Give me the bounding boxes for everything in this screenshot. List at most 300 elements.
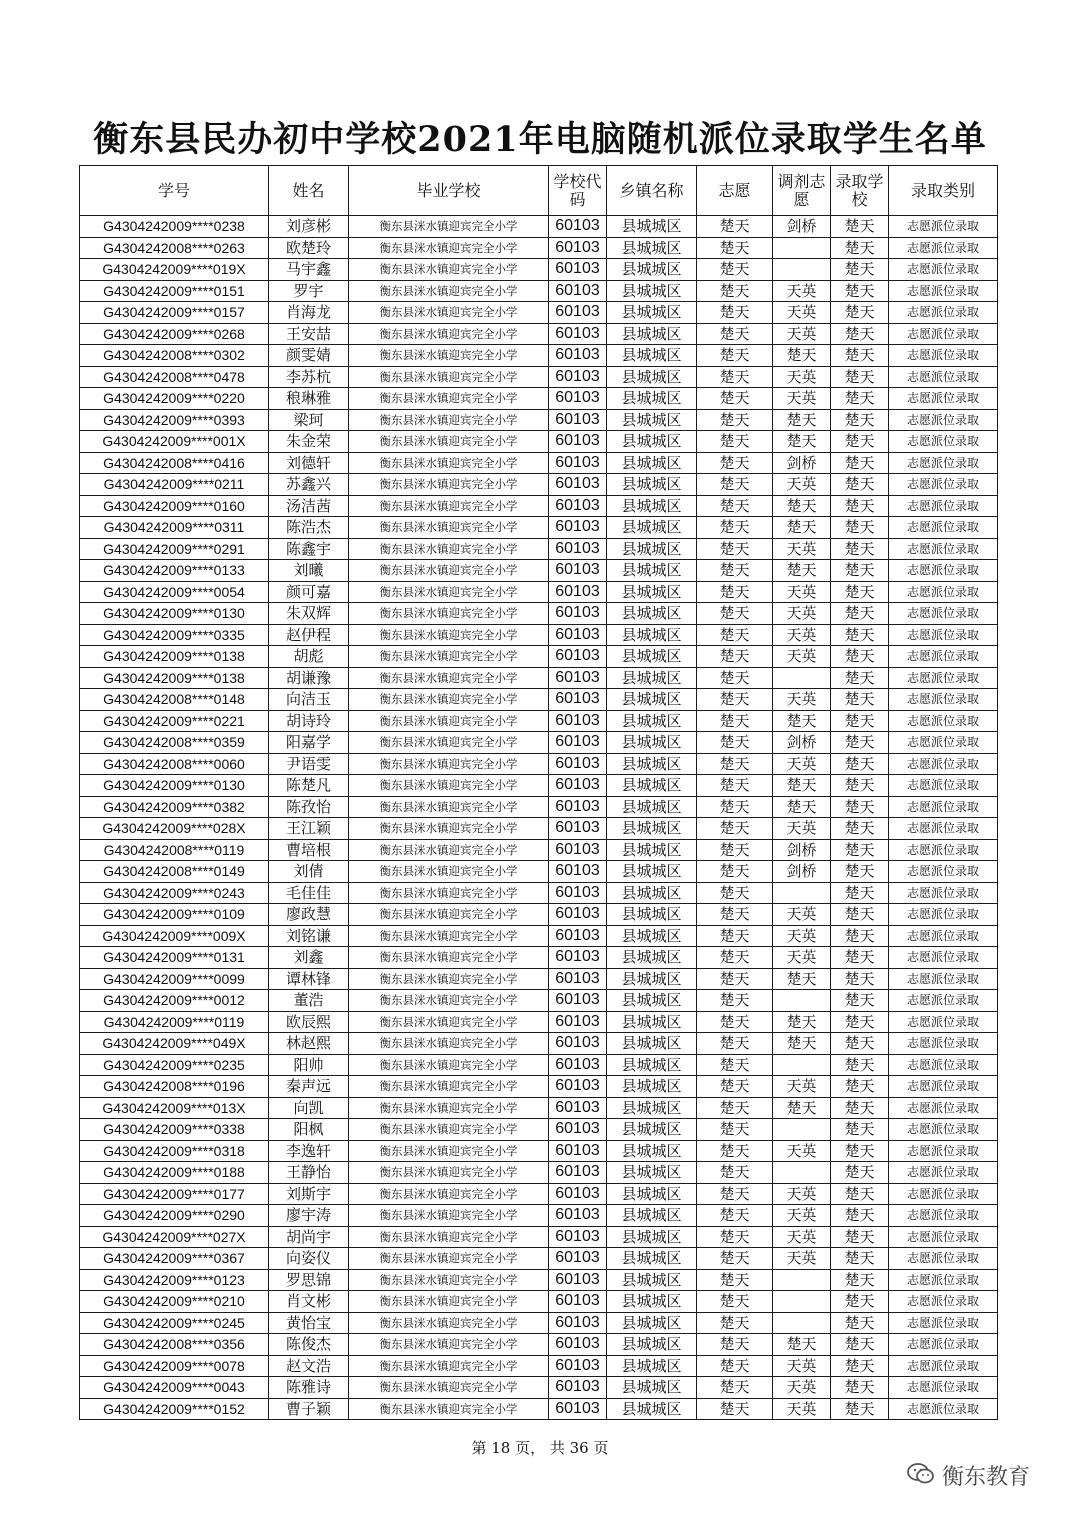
admitted-school-cell: 楚天 <box>831 517 889 539</box>
school-code-cell: 60103 <box>549 1183 607 1205</box>
admission-category-cell: 志愿派位录取 <box>889 302 998 324</box>
graduating-school-cell: 衡东县洣水镇迎宾完全小学 <box>349 409 549 431</box>
student-id-cell: G4304242009****0211 <box>80 474 269 496</box>
student-id-cell: G4304242009****0268 <box>80 323 269 345</box>
student-id-cell: G4304242009****0177 <box>80 1183 269 1205</box>
admission-category-cell: 志愿派位录取 <box>889 1183 998 1205</box>
township-cell: 县城城区 <box>607 839 697 861</box>
school-code-cell: 60103 <box>549 624 607 646</box>
graduating-school-cell: 衡东县洣水镇迎宾完全小学 <box>349 603 549 625</box>
township-cell: 县城城区 <box>607 1097 697 1119</box>
graduating-school-cell: 衡东县洣水镇迎宾完全小学 <box>349 753 549 775</box>
school-code-cell: 60103 <box>549 796 607 818</box>
graduating-school-cell: 衡东县洣水镇迎宾完全小学 <box>349 1377 549 1399</box>
adjusted-preference-cell: 天英 <box>773 1140 831 1162</box>
township-cell: 县城城区 <box>607 302 697 324</box>
township-cell: 县城城区 <box>607 990 697 1012</box>
student-name-cell: 肖文彬 <box>269 1291 349 1313</box>
preference-cell: 楚天 <box>697 302 773 324</box>
student-name-cell: 刘鑫 <box>269 947 349 969</box>
preference-cell: 楚天 <box>697 366 773 388</box>
preference-cell: 楚天 <box>697 388 773 410</box>
student-id-cell: G4304242008****0149 <box>80 861 269 883</box>
township-cell: 县城城区 <box>607 818 697 840</box>
admission-category-cell: 志愿派位录取 <box>889 1076 998 1098</box>
admitted-school-cell: 楚天 <box>831 839 889 861</box>
township-cell: 县城城区 <box>607 216 697 238</box>
admission-table <box>79 165 998 1420</box>
township-cell: 县城城区 <box>607 560 697 582</box>
header-student-id: 学号 <box>80 166 269 216</box>
preference-cell: 楚天 <box>697 753 773 775</box>
adjusted-preference-cell <box>773 1054 831 1076</box>
student-id-cell: G4304242009****009X <box>80 925 269 947</box>
table-row <box>80 1076 998 1098</box>
township-cell: 县城城区 <box>607 366 697 388</box>
admission-category-cell: 志愿派位录取 <box>889 1334 998 1356</box>
preference-cell: 楚天 <box>697 624 773 646</box>
header-school-code: 学校代码 <box>549 166 607 216</box>
student-id-cell: G4304242009****019X <box>80 259 269 281</box>
adjusted-preference-cell: 天英 <box>773 1076 831 1098</box>
graduating-school-cell: 衡东县洣水镇迎宾完全小学 <box>349 904 549 926</box>
student-name-cell: 陈浩杰 <box>269 517 349 539</box>
student-name-cell: 向凯 <box>269 1097 349 1119</box>
student-id-cell: G4304242009****028X <box>80 818 269 840</box>
admission-category-cell: 志愿派位录取 <box>889 1162 998 1184</box>
table-row <box>80 1398 998 1420</box>
student-name-cell: 谭林锋 <box>269 968 349 990</box>
admission-category-cell: 志愿派位录取 <box>889 259 998 281</box>
admitted-school-cell: 楚天 <box>831 968 889 990</box>
preference-cell: 楚天 <box>697 1291 773 1313</box>
admission-category-cell: 志愿派位录取 <box>889 667 998 689</box>
adjusted-preference-cell: 天英 <box>773 603 831 625</box>
table-row <box>80 1248 998 1270</box>
admission-category-cell: 志愿派位录取 <box>889 1226 998 1248</box>
table-row <box>80 1269 998 1291</box>
student-name-cell: 陈孜怡 <box>269 796 349 818</box>
preference-cell: 楚天 <box>697 925 773 947</box>
graduating-school-cell: 衡东县洣水镇迎宾完全小学 <box>349 1011 549 1033</box>
table-row <box>80 409 998 431</box>
admission-category-cell: 志愿派位录取 <box>889 603 998 625</box>
student-name-cell: 朱双辉 <box>269 603 349 625</box>
table-row <box>80 259 998 281</box>
preference-cell: 楚天 <box>697 1226 773 1248</box>
student-name-cell: 王安喆 <box>269 323 349 345</box>
school-code-cell: 60103 <box>549 216 607 238</box>
table-row <box>80 366 998 388</box>
township-cell: 县城城区 <box>607 1291 697 1313</box>
student-id-cell: G4304242009****0210 <box>80 1291 269 1313</box>
adjusted-preference-cell: 楚天 <box>773 1033 831 1055</box>
student-id-cell: G4304242008****0478 <box>80 366 269 388</box>
student-name-cell: 赵文浩 <box>269 1355 349 1377</box>
preference-cell: 楚天 <box>697 1248 773 1270</box>
graduating-school-cell: 衡东县洣水镇迎宾完全小学 <box>349 517 549 539</box>
township-cell: 县城城区 <box>607 409 697 431</box>
graduating-school-cell: 衡东县洣水镇迎宾完全小学 <box>349 1119 549 1141</box>
graduating-school-cell: 衡东县洣水镇迎宾完全小学 <box>349 925 549 947</box>
preference-cell: 楚天 <box>697 861 773 883</box>
adjusted-preference-cell: 楚天 <box>773 409 831 431</box>
township-cell: 县城城区 <box>607 581 697 603</box>
preference-cell: 楚天 <box>697 1312 773 1334</box>
admitted-school-cell: 楚天 <box>831 216 889 238</box>
admission-category-cell: 志愿派位录取 <box>889 345 998 367</box>
admitted-school-cell: 楚天 <box>831 302 889 324</box>
student-name-cell: 胡谦豫 <box>269 667 349 689</box>
school-code-cell: 60103 <box>549 1398 607 1420</box>
graduating-school-cell: 衡东县洣水镇迎宾完全小学 <box>349 366 549 388</box>
adjusted-preference-cell: 楚天 <box>773 495 831 517</box>
school-code-cell: 60103 <box>549 495 607 517</box>
preference-cell: 楚天 <box>697 603 773 625</box>
school-code-cell: 60103 <box>549 1248 607 1270</box>
preference-cell: 楚天 <box>697 968 773 990</box>
student-name-cell: 陈鑫宇 <box>269 538 349 560</box>
preference-cell: 楚天 <box>697 431 773 453</box>
township-cell: 县城城区 <box>607 1076 697 1098</box>
township-cell: 县城城区 <box>607 1355 697 1377</box>
admission-category-cell: 志愿派位录取 <box>889 1269 998 1291</box>
table-row <box>80 775 998 797</box>
student-name-cell: 秦声远 <box>269 1076 349 1098</box>
adjusted-preference-cell: 天英 <box>773 904 831 926</box>
student-name-cell: 王静怡 <box>269 1162 349 1184</box>
student-name-cell: 稂琳雅 <box>269 388 349 410</box>
table-row <box>80 1119 998 1141</box>
adjusted-preference-cell: 天英 <box>773 538 831 560</box>
table-header-row <box>80 166 998 216</box>
township-cell: 县城城区 <box>607 431 697 453</box>
student-name-cell: 罗思锦 <box>269 1269 349 1291</box>
table-row <box>80 1205 998 1227</box>
adjusted-preference-cell: 剑桥 <box>773 839 831 861</box>
admission-category-cell: 志愿派位录取 <box>889 1054 998 1076</box>
township-cell: 县城城区 <box>607 603 697 625</box>
adjusted-preference-cell: 天英 <box>773 925 831 947</box>
table-row <box>80 710 998 732</box>
admitted-school-cell: 楚天 <box>831 990 889 1012</box>
admission-category-cell: 志愿派位录取 <box>889 882 998 904</box>
township-cell: 县城城区 <box>607 517 697 539</box>
township-cell: 县城城区 <box>607 323 697 345</box>
preference-cell: 楚天 <box>697 560 773 582</box>
school-code-cell: 60103 <box>549 581 607 603</box>
admitted-school-cell: 楚天 <box>831 259 889 281</box>
table-row <box>80 796 998 818</box>
admission-category-cell: 志愿派位录取 <box>889 904 998 926</box>
student-id-cell: G4304242009****0138 <box>80 667 269 689</box>
admitted-school-cell: 楚天 <box>831 431 889 453</box>
table-row <box>80 1054 998 1076</box>
table-row <box>80 1226 998 1248</box>
preference-cell: 楚天 <box>697 646 773 668</box>
school-code-cell: 60103 <box>549 474 607 496</box>
student-name-cell: 刘彦彬 <box>269 216 349 238</box>
admitted-school-cell: 楚天 <box>831 388 889 410</box>
adjusted-preference-cell: 天英 <box>773 818 831 840</box>
township-cell: 县城城区 <box>607 1183 697 1205</box>
admitted-school-cell: 楚天 <box>831 1334 889 1356</box>
graduating-school-cell: 衡东县洣水镇迎宾完全小学 <box>349 1076 549 1098</box>
graduating-school-cell: 衡东县洣水镇迎宾完全小学 <box>349 882 549 904</box>
table-row <box>80 345 998 367</box>
graduating-school-cell: 衡东县洣水镇迎宾完全小学 <box>349 581 549 603</box>
graduating-school-cell: 衡东县洣水镇迎宾完全小学 <box>349 1097 549 1119</box>
township-cell: 县城城区 <box>607 280 697 302</box>
adjusted-preference-cell: 天英 <box>773 1183 831 1205</box>
adjusted-preference-cell: 天英 <box>773 388 831 410</box>
student-id-cell: G4304242008****0196 <box>80 1076 269 1098</box>
student-id-cell: G4304242009****0130 <box>80 603 269 625</box>
township-cell: 县城城区 <box>607 237 697 259</box>
township-cell: 县城城区 <box>607 947 697 969</box>
preference-cell: 楚天 <box>697 216 773 238</box>
admission-category-cell: 志愿派位录取 <box>889 775 998 797</box>
student-name-cell: 梁珂 <box>269 409 349 431</box>
graduating-school-cell: 衡东县洣水镇迎宾完全小学 <box>349 323 549 345</box>
student-id-cell: G4304242009****0078 <box>80 1355 269 1377</box>
table-row <box>80 216 998 238</box>
graduating-school-cell: 衡东县洣水镇迎宾完全小学 <box>349 495 549 517</box>
township-cell: 县城城区 <box>607 753 697 775</box>
admission-category-cell: 志愿派位录取 <box>889 925 998 947</box>
school-code-cell: 60103 <box>549 732 607 754</box>
graduating-school-cell: 衡东县洣水镇迎宾完全小学 <box>349 1183 549 1205</box>
table-row <box>80 1097 998 1119</box>
admission-category-cell: 志愿派位录取 <box>889 624 998 646</box>
student-name-cell: 马宇鑫 <box>269 259 349 281</box>
preference-cell: 楚天 <box>697 796 773 818</box>
graduating-school-cell: 衡东县洣水镇迎宾完全小学 <box>349 968 549 990</box>
preference-cell: 楚天 <box>697 1011 773 1033</box>
adjusted-preference-cell: 楚天 <box>773 796 831 818</box>
table-row <box>80 538 998 560</box>
student-id-cell: G4304242009****0109 <box>80 904 269 926</box>
township-cell: 县城城区 <box>607 882 697 904</box>
adjusted-preference-cell <box>773 1312 831 1334</box>
school-code-cell: 60103 <box>549 1162 607 1184</box>
student-id-cell: G4304242009****0123 <box>80 1269 269 1291</box>
table-row <box>80 1312 998 1334</box>
student-name-cell: 陈楚凡 <box>269 775 349 797</box>
graduating-school-cell: 衡东县洣水镇迎宾完全小学 <box>349 302 549 324</box>
adjusted-preference-cell: 剑桥 <box>773 732 831 754</box>
header-name: 姓名 <box>269 166 349 216</box>
adjusted-preference-cell: 天英 <box>773 1377 831 1399</box>
student-id-cell: G4304242009****0151 <box>80 280 269 302</box>
township-cell: 县城城区 <box>607 689 697 711</box>
admitted-school-cell: 楚天 <box>831 904 889 926</box>
township-cell: 县城城区 <box>607 1140 697 1162</box>
township-cell: 县城城区 <box>607 861 697 883</box>
table-row <box>80 990 998 1012</box>
graduating-school-cell: 衡东县洣水镇迎宾完全小学 <box>349 1033 549 1055</box>
student-name-cell: 陈雅诗 <box>269 1377 349 1399</box>
student-name-cell: 董浩 <box>269 990 349 1012</box>
table-row <box>80 603 998 625</box>
school-code-cell: 60103 <box>549 259 607 281</box>
school-code-cell: 60103 <box>549 345 607 367</box>
student-id-cell: G4304242009****0119 <box>80 1011 269 1033</box>
township-cell: 县城城区 <box>607 1334 697 1356</box>
table-row <box>80 646 998 668</box>
admitted-school-cell: 楚天 <box>831 237 889 259</box>
header-adjusted-preference: 调剂志愿 <box>773 166 831 216</box>
graduating-school-cell: 衡东县洣水镇迎宾完全小学 <box>349 1291 549 1313</box>
student-id-cell: G4304242009****0133 <box>80 560 269 582</box>
admission-category-cell: 志愿派位录取 <box>889 1011 998 1033</box>
school-code-cell: 60103 <box>549 431 607 453</box>
admission-category-cell: 志愿派位录取 <box>889 495 998 517</box>
student-id-cell: G4304242009****0318 <box>80 1140 269 1162</box>
admission-category-cell: 志愿派位录取 <box>889 323 998 345</box>
adjusted-preference-cell <box>773 882 831 904</box>
preference-cell: 楚天 <box>697 323 773 345</box>
graduating-school-cell: 衡东县洣水镇迎宾完全小学 <box>349 388 549 410</box>
graduating-school-cell: 衡东县洣水镇迎宾完全小学 <box>349 474 549 496</box>
admission-category-cell: 志愿派位录取 <box>889 1119 998 1141</box>
adjusted-preference-cell: 天英 <box>773 474 831 496</box>
graduating-school-cell: 衡东县洣水镇迎宾完全小学 <box>349 1269 549 1291</box>
student-id-cell: G4304242009****0138 <box>80 646 269 668</box>
adjusted-preference-cell: 楚天 <box>773 431 831 453</box>
table-row <box>80 689 998 711</box>
school-code-cell: 60103 <box>549 237 607 259</box>
table-row <box>80 732 998 754</box>
watermark <box>906 1460 1030 1491</box>
student-name-cell: 林赵熙 <box>269 1033 349 1055</box>
table-row <box>80 388 998 410</box>
student-id-cell: G4304242009****0131 <box>80 947 269 969</box>
admission-category-cell: 志愿派位录取 <box>889 237 998 259</box>
admission-category-cell: 志愿派位录取 <box>889 1033 998 1055</box>
table-row <box>80 431 998 453</box>
preference-cell: 楚天 <box>697 1205 773 1227</box>
student-name-cell: 李逸轩 <box>269 1140 349 1162</box>
student-name-cell: 李苏杭 <box>269 366 349 388</box>
student-name-cell: 王江颖 <box>269 818 349 840</box>
admitted-school-cell: 楚天 <box>831 323 889 345</box>
school-code-cell: 60103 <box>549 839 607 861</box>
admitted-school-cell: 楚天 <box>831 1076 889 1098</box>
student-name-cell: 廖政慧 <box>269 904 349 926</box>
admission-category-cell: 志愿派位录取 <box>889 409 998 431</box>
school-code-cell: 60103 <box>549 1119 607 1141</box>
table-row <box>80 1162 998 1184</box>
student-name-cell: 胡彪 <box>269 646 349 668</box>
graduating-school-cell: 衡东县洣水镇迎宾完全小学 <box>349 861 549 883</box>
adjusted-preference-cell: 剑桥 <box>773 216 831 238</box>
adjusted-preference-cell: 天英 <box>773 1205 831 1227</box>
admitted-school-cell: 楚天 <box>831 818 889 840</box>
school-code-cell: 60103 <box>549 753 607 775</box>
student-name-cell: 刘倩 <box>269 861 349 883</box>
school-code-cell: 60103 <box>549 1033 607 1055</box>
student-name-cell: 肖海龙 <box>269 302 349 324</box>
admitted-school-cell: 楚天 <box>831 452 889 474</box>
student-id-cell: G4304242008****0148 <box>80 689 269 711</box>
student-name-cell: 陈俊杰 <box>269 1334 349 1356</box>
admitted-school-cell: 楚天 <box>831 861 889 883</box>
admitted-school-cell: 楚天 <box>831 280 889 302</box>
township-cell: 县城城区 <box>607 925 697 947</box>
student-id-cell: G4304242008****0263 <box>80 237 269 259</box>
township-cell: 县城城区 <box>607 1033 697 1055</box>
graduating-school-cell: 衡东县洣水镇迎宾完全小学 <box>349 796 549 818</box>
header-township: 乡镇名称 <box>607 166 697 216</box>
admitted-school-cell: 楚天 <box>831 495 889 517</box>
table-row <box>80 925 998 947</box>
school-code-cell: 60103 <box>549 1054 607 1076</box>
admitted-school-cell: 楚天 <box>831 1162 889 1184</box>
admitted-school-cell: 楚天 <box>831 409 889 431</box>
admitted-school-cell: 楚天 <box>831 560 889 582</box>
student-id-cell: G4304242009****0043 <box>80 1377 269 1399</box>
table-row <box>80 323 998 345</box>
preference-cell: 楚天 <box>697 1183 773 1205</box>
page-title: 衡东县民办初中学校2021年电脑随机派位录取学生名单 <box>93 119 987 160</box>
township-cell: 县城城区 <box>607 1011 697 1033</box>
student-id-cell: G4304242009****0054 <box>80 581 269 603</box>
graduating-school-cell: 衡东县洣水镇迎宾完全小学 <box>349 560 549 582</box>
student-id-cell: G4304242008****0416 <box>80 452 269 474</box>
school-code-cell: 60103 <box>549 517 607 539</box>
student-id-cell: G4304242009****001X <box>80 431 269 453</box>
school-code-cell: 60103 <box>549 280 607 302</box>
admitted-school-cell: 楚天 <box>831 667 889 689</box>
preference-cell: 楚天 <box>697 538 773 560</box>
admission-category-cell: 志愿派位录取 <box>889 388 998 410</box>
adjusted-preference-cell <box>773 1162 831 1184</box>
preference-cell: 楚天 <box>697 710 773 732</box>
admitted-school-cell: 楚天 <box>831 732 889 754</box>
preference-cell: 楚天 <box>697 947 773 969</box>
table-row <box>80 1033 998 1055</box>
student-id-cell: G4304242009****0235 <box>80 1054 269 1076</box>
preference-cell: 楚天 <box>697 882 773 904</box>
table-row <box>80 624 998 646</box>
school-code-cell: 60103 <box>549 1334 607 1356</box>
student-id-cell: G4304242009****0382 <box>80 796 269 818</box>
school-code-cell: 60103 <box>549 947 607 969</box>
table-row <box>80 904 998 926</box>
school-code-cell: 60103 <box>549 646 607 668</box>
graduating-school-cell: 衡东县洣水镇迎宾完全小学 <box>349 1205 549 1227</box>
adjusted-preference-cell <box>773 1269 831 1291</box>
admitted-school-cell: 楚天 <box>831 1355 889 1377</box>
township-cell: 县城城区 <box>607 538 697 560</box>
table-row <box>80 1291 998 1313</box>
admission-category-cell: 志愿派位录取 <box>889 474 998 496</box>
graduating-school-cell: 衡东县洣水镇迎宾完全小学 <box>349 259 549 281</box>
graduating-school-cell: 衡东县洣水镇迎宾完全小学 <box>349 1334 549 1356</box>
graduating-school-cell: 衡东县洣水镇迎宾完全小学 <box>349 732 549 754</box>
preference-cell: 楚天 <box>697 689 773 711</box>
table-row <box>80 968 998 990</box>
admitted-school-cell: 楚天 <box>831 1248 889 1270</box>
township-cell: 县城城区 <box>607 1269 697 1291</box>
preference-cell: 楚天 <box>697 1054 773 1076</box>
student-name-cell: 刘斯宇 <box>269 1183 349 1205</box>
preference-cell: 楚天 <box>697 345 773 367</box>
graduating-school-cell: 衡东县洣水镇迎宾完全小学 <box>349 280 549 302</box>
adjusted-preference-cell: 天英 <box>773 1226 831 1248</box>
table-row <box>80 882 998 904</box>
